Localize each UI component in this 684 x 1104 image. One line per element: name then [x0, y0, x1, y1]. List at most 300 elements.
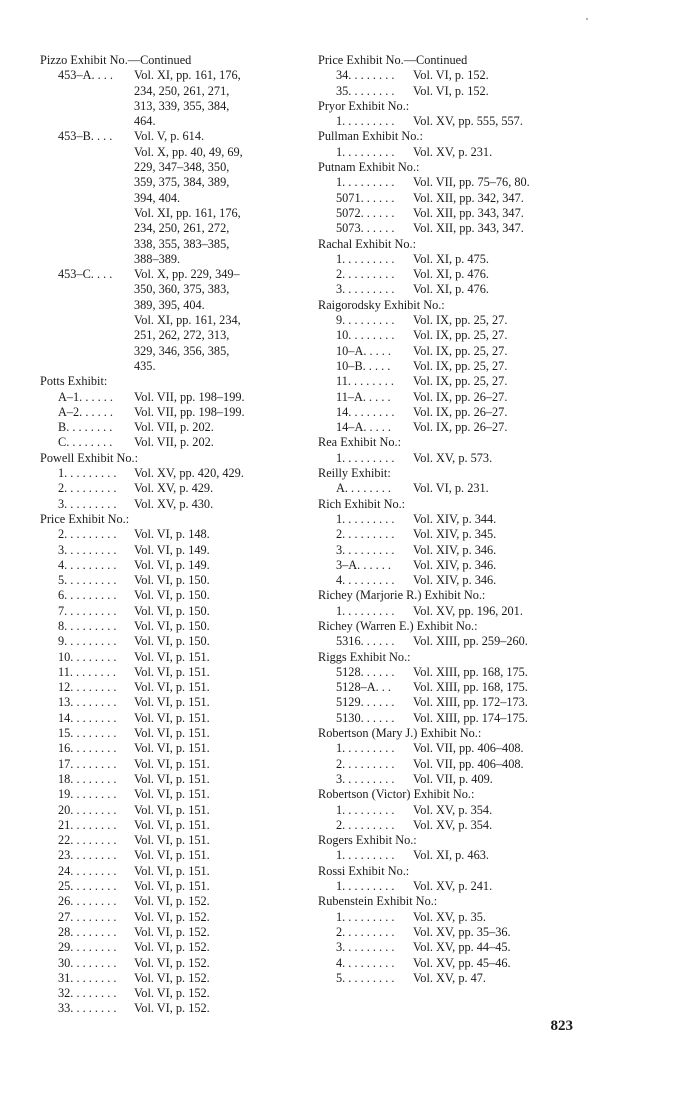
volume-reference: Vol. XI, p. 476. [413, 267, 489, 282]
volume-reference: Vol. VI, p. 231. [413, 481, 489, 496]
index-entry [40, 879, 292, 894]
exhibit-number: A. . . . . . . . [336, 481, 391, 496]
index-entry [318, 374, 573, 389]
volume-reference: Vol. XIII, pp. 168, 175. [413, 664, 528, 679]
left-column [40, 53, 292, 1017]
exhibit-number: 1. . . . . . . . . [336, 114, 395, 129]
exhibit-number: 33. . . . . . . . [58, 1001, 117, 1016]
index-entry [318, 114, 573, 129]
reference-continuation: 359, 375, 384, 389, [134, 175, 230, 190]
exhibit-number: C. . . . . . . . [58, 435, 113, 450]
volume-reference: Vol. XV, p. 241. [413, 879, 493, 894]
volume-reference: Vol. XIV, p. 346. [413, 573, 497, 588]
index-heading: Richey (Marjorie R.) Exhibit No.: [318, 588, 486, 603]
exhibit-number: A–1. . . . . . [58, 389, 113, 404]
reference-continuation: 388–389. [134, 251, 181, 266]
index-entry [40, 665, 292, 680]
index-entry [40, 481, 292, 496]
volume-reference: Vol. XV, p. 354. [413, 802, 493, 817]
reference-continuation: 229, 347–348, 350, [134, 160, 230, 175]
exhibit-number: 2. . . . . . . . . [336, 817, 395, 832]
exhibit-number: 14. . . . . . . . [58, 710, 117, 725]
reference-continuation: Vol. X, pp. 40, 49, 69, [134, 144, 243, 159]
exhibit-number: 9. . . . . . . . . [336, 313, 395, 328]
index-heading: Rich Exhibit No.: [318, 496, 406, 511]
exhibit-number: 1. . . . . . . . . [336, 511, 395, 526]
volume-reference: Vol. XIII, pp. 172–173. [413, 695, 528, 710]
index-entry [318, 451, 573, 466]
exhibit-number: 28. . . . . . . . [58, 924, 117, 939]
volume-reference: Vol. VI, p. 151. [134, 726, 210, 741]
volume-reference: Vol. VI, p. 151. [134, 741, 210, 756]
volume-reference: Vol. VI, p. 152. [134, 986, 210, 1001]
exhibit-number: 20. . . . . . . . [58, 802, 117, 817]
index-entry [40, 711, 292, 726]
index-entry [318, 68, 573, 83]
exhibit-number: 3. . . . . . . . . [58, 542, 117, 557]
exhibit-number: 1. . . . . . . . . [336, 175, 395, 190]
index-heading: Robertson (Mary J.) Exhibit No.: [318, 726, 482, 741]
index-heading: Rogers Exhibit No.: [318, 833, 417, 848]
exhibit-number: 15. . . . . . . . [58, 726, 117, 741]
exhibit-number: 29. . . . . . . . [58, 940, 117, 955]
exhibit-number: 3. . . . . . . . . [58, 496, 117, 511]
index-heading: Pryor Exhibit No.: [318, 98, 410, 113]
index-entry [318, 910, 573, 925]
index-entry [318, 925, 573, 940]
volume-reference: Vol. XII, pp. 343, 347. [413, 221, 524, 236]
index-entry [318, 405, 573, 420]
page-number: 823 [550, 1018, 573, 1034]
exhibit-number: 19. . . . . . . . [58, 787, 117, 802]
volume-reference: Vol. VII, pp. 406–408. [413, 756, 524, 771]
exhibit-number: 11. . . . . . . . [336, 374, 394, 389]
reference-continuation: 234, 250, 261, 271, [134, 83, 230, 98]
reference-continuation: 389, 395, 404. [134, 297, 205, 312]
exhibit-number: 5128. . . . . . [336, 664, 395, 679]
exhibit-number: 7. . . . . . . . . [58, 603, 117, 618]
index-heading: Rubenstein Exhibit No.: [318, 894, 438, 909]
index-entry [40, 803, 292, 818]
exhibit-number: 453–C. . . . [58, 267, 113, 282]
volume-reference: Vol. XV, p. 354. [413, 817, 493, 832]
volume-reference: Vol. VI, p. 151. [134, 879, 210, 894]
volume-reference: Vol. VI, p. 151. [134, 833, 210, 848]
volume-reference: Vol. VI, p. 149. [134, 557, 210, 572]
exhibit-number: A–2. . . . . . [58, 404, 113, 419]
exhibit-number: 23. . . . . . . . [58, 848, 117, 863]
volume-reference: Vol. VI, p. 150. [134, 618, 210, 633]
volume-reference: Vol. IX, pp. 25, 27. [413, 358, 508, 373]
exhibit-number: 2. . . . . . . . . [336, 756, 395, 771]
exhibit-number: 26. . . . . . . . [58, 894, 117, 909]
volume-reference: Vol. VII, pp. 406–408. [413, 741, 524, 756]
volume-reference: Vol. VI, p. 152. [134, 1001, 210, 1016]
index-entry [40, 634, 292, 649]
exhibit-number: 6. . . . . . . . . [58, 588, 117, 603]
exhibit-number: 34. . . . . . . . [336, 68, 395, 83]
exhibit-number: 3–A. . . . . . [336, 557, 391, 572]
index-heading: Potts Exhibit: [40, 374, 108, 389]
volume-reference: Vol. VI, p. 150. [134, 603, 210, 618]
reference-continuation: 329, 346, 356, 385, [134, 343, 230, 358]
volume-reference: Vol. XV, pp. 420, 429. [134, 466, 244, 481]
exhibit-number: 13. . . . . . . . [58, 695, 117, 710]
exhibit-number: 9. . . . . . . . . [58, 634, 117, 649]
index-entry [318, 741, 573, 756]
volume-reference: Vol. XV, p. 47. [413, 970, 486, 985]
volume-reference: Vol. X, pp. 229, 349– [134, 267, 240, 282]
index-heading: Raigorodsky Exhibit No.: [318, 297, 445, 312]
index-heading: Rossi Exhibit No.: [318, 863, 410, 878]
volume-reference: Vol. VII, p. 202. [134, 435, 214, 450]
volume-reference: Vol. VII, p. 202. [134, 420, 214, 435]
exhibit-number: 4. . . . . . . . . [336, 955, 395, 970]
exhibit-number: 27. . . . . . . . [58, 909, 117, 924]
exhibit-number: 1. . . . . . . . . [336, 848, 395, 863]
index-entry [318, 604, 573, 619]
index-entry [40, 604, 292, 619]
exhibit-number: 1. . . . . . . . . [336, 741, 395, 756]
exhibit-number: 10. . . . . . . . [336, 328, 395, 343]
index-entry [40, 650, 292, 665]
index-entry [40, 68, 292, 83]
index-entry [318, 665, 573, 680]
exhibit-number: 16. . . . . . . . [58, 741, 117, 756]
exhibit-number: 2. . . . . . . . . [58, 527, 117, 542]
index-entry [40, 818, 292, 833]
index-heading: Rachal Exhibit No.: [318, 236, 417, 251]
right-column [318, 53, 573, 986]
index-entry [318, 527, 573, 542]
reference-continuation: Vol. XI, pp. 161, 176, [134, 205, 241, 220]
volume-reference: Vol. VII, pp. 75–76, 80. [413, 175, 530, 190]
index-entry [40, 680, 292, 695]
index-entry [318, 971, 573, 986]
index-entry [40, 527, 292, 542]
volume-reference: Vol. XIV, p. 345. [413, 527, 497, 542]
index-entry [40, 405, 292, 420]
volume-reference: Vol. VI, p. 151. [134, 710, 210, 725]
index-entry [40, 435, 292, 450]
index-entry [40, 726, 292, 741]
index-entry [40, 787, 292, 802]
exhibit-number: 24. . . . . . . . [58, 863, 117, 878]
volume-reference: Vol. IX, pp. 25, 27. [413, 343, 508, 358]
volume-reference: Vol. VI, p. 151. [134, 771, 210, 786]
exhibit-number: 2. . . . . . . . . [336, 527, 395, 542]
index-entry [40, 129, 292, 144]
index-entry [318, 390, 573, 405]
index-entry [40, 588, 292, 603]
index-entry [318, 252, 573, 267]
index-entry [40, 864, 292, 879]
volume-reference: Vol. VI, p. 150. [134, 634, 210, 649]
index-entry [318, 420, 573, 435]
index-heading: Pullman Exhibit No.: [318, 129, 423, 144]
index-entry [318, 344, 573, 359]
index-entry [318, 145, 573, 160]
exhibit-number: 4. . . . . . . . . [336, 573, 395, 588]
volume-reference: Vol. VII, p. 409. [413, 771, 493, 786]
exhibit-number: 8. . . . . . . . . [58, 618, 117, 633]
exhibit-number: 2. . . . . . . . . [336, 924, 395, 939]
volume-reference: Vol. VI, p. 148. [134, 527, 210, 542]
index-entry [40, 894, 292, 909]
volume-reference: Vol. VI, p. 151. [134, 863, 210, 878]
exhibit-number: B. . . . . . . . [58, 420, 113, 435]
exhibit-number: 2. . . . . . . . . [58, 481, 117, 496]
volume-reference: Vol. XV, p. 35. [413, 909, 486, 924]
reference-continuation: 234, 250, 261, 272, [134, 221, 230, 236]
index-entry [40, 267, 292, 282]
index-entry [40, 466, 292, 481]
index-entry [40, 940, 292, 955]
exhibit-number: 14–A. . . . . [336, 420, 391, 435]
exhibit-number: 3. . . . . . . . . [336, 282, 395, 297]
index-entry [318, 695, 573, 710]
volume-reference: Vol. VI, p. 151. [134, 817, 210, 832]
reference-continuation: 313, 339, 355, 384, [134, 98, 230, 113]
index-entry [40, 390, 292, 405]
exhibit-number: 35. . . . . . . . [336, 83, 395, 98]
exhibit-number: 5. . . . . . . . . [58, 573, 117, 588]
volume-reference: Vol. VI, p. 152. [413, 68, 489, 83]
exhibit-number: 32. . . . . . . . [58, 986, 117, 1001]
index-entry [318, 711, 573, 726]
exhibit-number: 30. . . . . . . . [58, 955, 117, 970]
exhibit-number: 11. . . . . . . . [58, 664, 116, 679]
exhibit-number: 25. . . . . . . . [58, 879, 117, 894]
index-entry [318, 512, 573, 527]
exhibit-number: 1. . . . . . . . . [58, 466, 117, 481]
index-entry [318, 175, 573, 190]
volume-reference: Vol. VI, p. 151. [134, 756, 210, 771]
volume-reference: Vol. VI, p. 152. [134, 970, 210, 985]
index-entry [318, 558, 573, 573]
index-entry [40, 695, 292, 710]
exhibit-number: 1. . . . . . . . . [336, 879, 395, 894]
exhibit-number: 10. . . . . . . . [58, 649, 117, 664]
reference-continuation: 394, 404. [134, 190, 181, 205]
volume-reference: Vol. XV, pp. 44–45. [413, 940, 511, 955]
index-entry [318, 191, 573, 206]
index-entry [318, 573, 573, 588]
volume-reference: Vol. IX, pp. 25, 27. [413, 374, 508, 389]
volume-reference: Vol. VI, p. 152. [134, 955, 210, 970]
index-entry [40, 925, 292, 940]
volume-reference: Vol. XIII, pp. 174–175. [413, 710, 528, 725]
index-entry [40, 558, 292, 573]
volume-reference: Vol. VII, pp. 198–199. [134, 389, 245, 404]
volume-reference: Vol. XII, pp. 343, 347. [413, 205, 524, 220]
exhibit-number: 17. . . . . . . . [58, 756, 117, 771]
reference-continuation: 251, 262, 272, 313, [134, 328, 230, 343]
exhibit-number: 10–A. . . . . [336, 343, 391, 358]
index-entry [40, 833, 292, 848]
reference-continuation: 435. [134, 358, 156, 373]
exhibit-number: 453–B. . . . [58, 129, 113, 144]
index-entry [318, 328, 573, 343]
exhibit-number: 12. . . . . . . . [58, 680, 117, 695]
exhibit-number: 3. . . . . . . . . [336, 940, 395, 955]
volume-reference: Vol. VI, p. 152. [413, 83, 489, 98]
exhibit-number: 1. . . . . . . . . [336, 144, 395, 159]
exhibit-number: 1. . . . . . . . . [336, 603, 395, 618]
volume-reference: Vol. XII, pp. 342, 347. [413, 190, 524, 205]
exhibit-number: 1. . . . . . . . . [336, 909, 395, 924]
volume-reference: Vol. XIV, p. 346. [413, 542, 497, 557]
index-entry [40, 848, 292, 863]
index-heading: Riggs Exhibit No.: [318, 649, 411, 664]
exhibit-number: 3. . . . . . . . . [336, 771, 395, 786]
reference-continuation: 338, 355, 383–385, [134, 236, 230, 251]
index-entry [318, 84, 573, 99]
index-entry [40, 757, 292, 772]
volume-reference: Vol. IX, pp. 26–27. [413, 404, 508, 419]
index-entry [40, 910, 292, 925]
index-entry [318, 803, 573, 818]
volume-reference: Vol. VI, p. 151. [134, 649, 210, 664]
volume-reference: Vol. IX, pp. 26–27. [413, 389, 508, 404]
index-entry [318, 956, 573, 971]
volume-reference: Vol. XV, pp. 555, 557. [413, 114, 523, 129]
volume-reference: Vol. XV, p. 573. [413, 450, 493, 465]
reference-continuation: Vol. XI, pp. 161, 234, [134, 313, 241, 328]
index-entry [318, 940, 573, 955]
exhibit-number: 3. . . . . . . . . [336, 542, 395, 557]
exhibit-number: 5. . . . . . . . . [336, 970, 395, 985]
volume-reference: Vol. XIV, p. 344. [413, 511, 497, 526]
index-entry [318, 359, 573, 374]
exhibit-number: 22. . . . . . . . [58, 833, 117, 848]
volume-reference: Vol. XIV, p. 346. [413, 557, 497, 572]
volume-reference: Vol. XI, p. 475. [413, 251, 489, 266]
volume-reference: Vol. XV, pp. 35–36. [413, 924, 511, 939]
exhibit-number: 5071. . . . . . [336, 190, 395, 205]
index-heading: Price Exhibit No.—Continued [318, 53, 468, 67]
exhibit-number: 453–A. . . . [58, 68, 113, 83]
volume-reference: Vol. VI, p. 149. [134, 542, 210, 557]
index-entry [40, 497, 292, 512]
index-entry [318, 848, 573, 863]
volume-reference: Vol. XV, pp. 196, 201. [413, 603, 523, 618]
exhibit-number: 1. . . . . . . . . [336, 450, 395, 465]
page-speck [586, 18, 588, 20]
volume-reference: Vol. XV, pp. 45–46. [413, 955, 511, 970]
index-heading: Robertson (Victor) Exhibit No.: [318, 787, 475, 802]
volume-reference: Vol. XI, pp. 161, 176, [134, 68, 241, 83]
index-entry [40, 956, 292, 971]
volume-reference: Vol. XIII, pp. 259–260. [413, 634, 528, 649]
volume-reference: Vol. XI, p. 463. [413, 848, 489, 863]
index-entry [40, 971, 292, 986]
volume-reference: Vol. VI, p. 152. [134, 894, 210, 909]
index-entry [318, 206, 573, 221]
index-entry [318, 680, 573, 695]
exhibit-number: 5128–A. . . [336, 680, 391, 695]
index-entry [318, 221, 573, 236]
exhibit-number: 21. . . . . . . . [58, 817, 117, 832]
index-heading: Rea Exhibit No.: [318, 435, 401, 450]
volume-reference: Vol. XV, p. 231. [413, 144, 493, 159]
volume-reference: Vol. XV, p. 429. [134, 481, 214, 496]
exhibit-number: 5129. . . . . . [336, 695, 395, 710]
index-entry [40, 1001, 292, 1016]
volume-reference: Vol. VI, p. 151. [134, 787, 210, 802]
volume-reference: Vol. VI, p. 152. [134, 924, 210, 939]
exhibit-number: 4. . . . . . . . . [58, 557, 117, 572]
volume-reference: Vol. VI, p. 152. [134, 909, 210, 924]
exhibit-number: 31. . . . . . . . [58, 970, 117, 985]
volume-reference: Vol. VI, p. 152. [134, 940, 210, 955]
index-entry [318, 772, 573, 787]
volume-reference: Vol. IX, pp. 26–27. [413, 420, 508, 435]
index-entry [40, 420, 292, 435]
volume-reference: Vol. IX, pp. 25, 27. [413, 328, 508, 343]
index-heading: Richey (Warren E.) Exhibit No.: [318, 618, 478, 633]
volume-reference: Vol. IX, pp. 25, 27. [413, 313, 508, 328]
index-entry [40, 772, 292, 787]
index-entry [318, 282, 573, 297]
exhibit-number: 11–A. . . . . [336, 389, 391, 404]
index-entry [318, 634, 573, 649]
index-entry [318, 267, 573, 282]
reference-continuation: 350, 360, 375, 383, [134, 282, 230, 297]
index-entry [318, 543, 573, 558]
reference-continuation: 464. [134, 114, 156, 129]
exhibit-number: 5072. . . . . . [336, 205, 395, 220]
index-heading: Price Exhibit No.: [40, 511, 130, 526]
index-entry [318, 879, 573, 894]
exhibit-number: 5130. . . . . . [336, 710, 395, 725]
volume-reference: Vol. VI, p. 151. [134, 695, 210, 710]
index-entry [318, 313, 573, 328]
index-entry [40, 619, 292, 634]
exhibit-number: 10–B. . . . . [336, 358, 391, 373]
exhibit-number: 1. . . . . . . . . [336, 251, 395, 266]
index-entry [318, 818, 573, 833]
index-entry [40, 573, 292, 588]
index-entry [40, 543, 292, 558]
exhibit-number: 1. . . . . . . . . [336, 802, 395, 817]
exhibit-number: 5073. . . . . . [336, 221, 395, 236]
volume-reference: Vol. V, p. 614. [134, 129, 205, 144]
exhibit-number: 14. . . . . . . . [336, 404, 395, 419]
index-entry [318, 481, 573, 496]
index-heading: Putnam Exhibit No.: [318, 160, 420, 175]
exhibit-number: 5316. . . . . . [336, 634, 395, 649]
volume-reference: Vol. VII, pp. 198–199. [134, 404, 245, 419]
volume-reference: Vol. XIII, pp. 168, 175. [413, 680, 528, 695]
index-entry [40, 986, 292, 1001]
volume-reference: Vol. VI, p. 151. [134, 664, 210, 679]
index-heading: Pizzo Exhibit No.—Continued [40, 53, 192, 67]
volume-reference: Vol. XV, p. 430. [134, 496, 214, 511]
volume-reference: Vol. XI, p. 476. [413, 282, 489, 297]
index-entry [318, 757, 573, 772]
index-heading: Reilly Exhibit: [318, 466, 391, 481]
volume-reference: Vol. VI, p. 151. [134, 680, 210, 695]
exhibit-number: 2. . . . . . . . . [336, 267, 395, 282]
index-heading: Powell Exhibit No.: [40, 450, 139, 465]
index-entry [40, 741, 292, 756]
volume-reference: Vol. VI, p. 151. [134, 848, 210, 863]
volume-reference: Vol. VI, p. 151. [134, 802, 210, 817]
volume-reference: Vol. VI, p. 150. [134, 588, 210, 603]
exhibit-number: 18. . . . . . . . [58, 771, 117, 786]
volume-reference: Vol. VI, p. 150. [134, 573, 210, 588]
